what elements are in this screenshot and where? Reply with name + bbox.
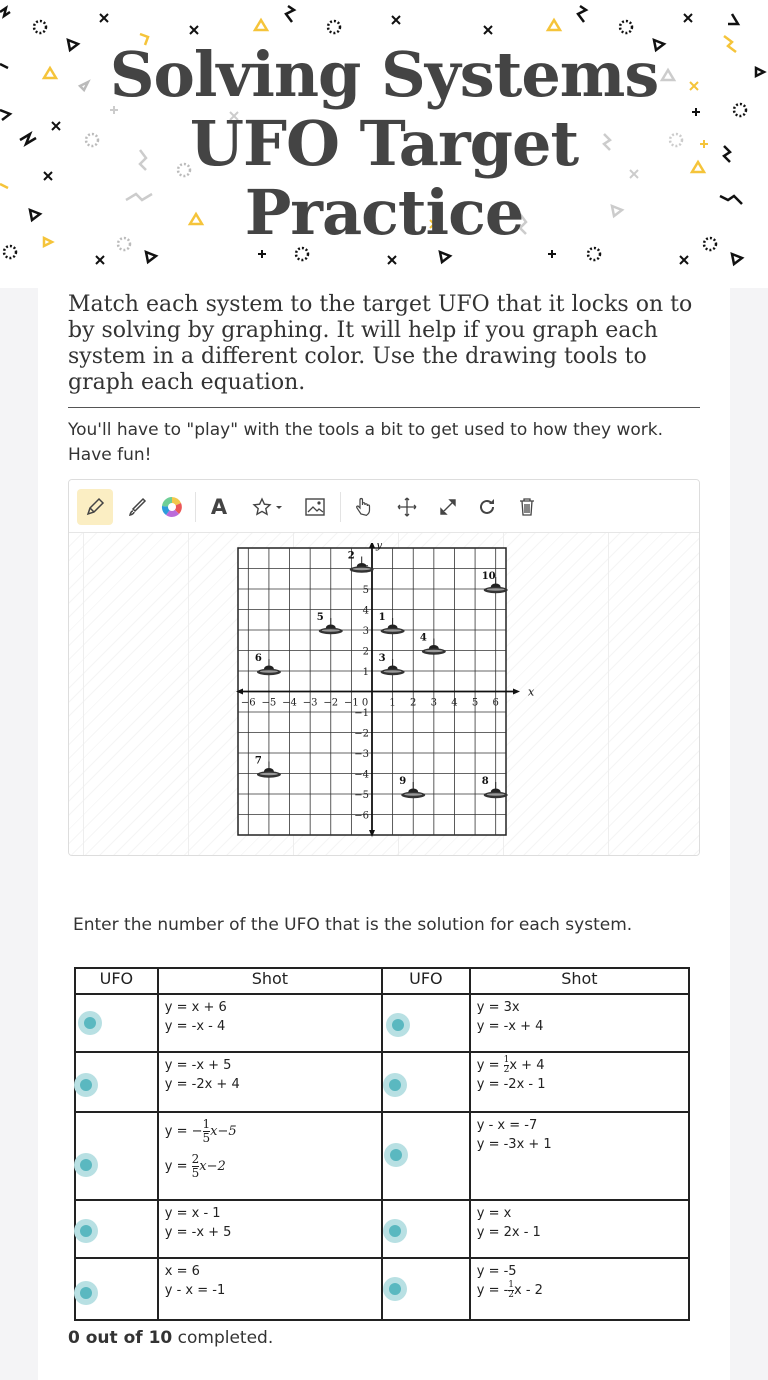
fraction-numerator: 1: [508, 1280, 515, 1290]
x-tick-label: −3: [302, 697, 318, 709]
equation: x = 6: [164, 1264, 200, 1279]
shot-cell: [158, 994, 382, 1052]
toolbar-separator: [340, 492, 341, 522]
x-axis-label: x: [528, 685, 535, 699]
completion-status: [68, 1328, 273, 1348]
ufo-label: 3: [378, 653, 386, 664]
answer-table: [74, 967, 690, 1321]
equation: y = -x + 4: [476, 1019, 544, 1034]
shot-cell: [470, 994, 689, 1052]
answer-cell: [75, 1258, 158, 1320]
ufo-5-rim: [322, 629, 340, 631]
equation-suffix: x + 4: [509, 1058, 545, 1073]
equation: y = -x + 5: [164, 1058, 232, 1073]
equation: [165, 1153, 375, 1180]
fraction-denominator: 5: [191, 1166, 200, 1180]
table-row: [75, 1258, 689, 1320]
shot-cell: [470, 1258, 689, 1320]
equation: y = -x + 5: [164, 1225, 232, 1240]
answer-drop-target[interactable]: [74, 1153, 98, 1177]
table-row: [75, 1052, 689, 1112]
y-tick-label: −1: [354, 708, 369, 719]
x-tick-label: 2: [410, 697, 417, 709]
column-header-ufo: UFO: [382, 968, 470, 994]
ufo-label: 5: [316, 612, 324, 623]
text-icon[interactable]: A: [210, 495, 228, 519]
answer-drop-target[interactable]: [74, 1219, 98, 1243]
shot-cell: [158, 1258, 382, 1320]
divider: [68, 407, 700, 408]
resize-icon[interactable]: [430, 489, 466, 525]
answer-drop-target[interactable]: [384, 1143, 408, 1167]
y-tick-label: 4: [362, 605, 369, 617]
canvas-guide: [608, 533, 609, 855]
drawing-area: [68, 479, 700, 856]
equation: [477, 1281, 682, 1300]
equation: y - x = -1: [164, 1283, 226, 1298]
x-tick-label: −1: [344, 697, 359, 709]
answer-drop-target[interactable]: [78, 1011, 102, 1035]
image-icon[interactable]: [297, 489, 333, 525]
answer-drop-target[interactable]: [383, 1073, 407, 1097]
equation: y = 2x - 1: [476, 1225, 541, 1240]
equation-prefix: y =: [164, 1159, 192, 1174]
fraction-numerator: 1: [503, 1055, 510, 1065]
ufo-label: 9: [399, 776, 407, 787]
x-tick-label: −2: [323, 697, 339, 709]
ufo-1-rim: [384, 629, 402, 631]
x-tick-label: −4: [282, 697, 297, 709]
move-icon[interactable]: [389, 489, 425, 525]
redo-icon[interactable]: [469, 489, 505, 525]
answer-drop-target[interactable]: [386, 1013, 410, 1037]
equation-prefix: y = -: [476, 1283, 509, 1298]
x-tick-label: −6: [240, 697, 256, 709]
equation: y = -5: [476, 1264, 517, 1279]
table-row: [75, 1112, 689, 1200]
shot-cell: [470, 1200, 689, 1258]
x-tick-label: 4: [451, 697, 458, 709]
equation-suffix: x−2: [199, 1159, 226, 1174]
ufo-label: 7: [254, 755, 262, 767]
shot-cell: [158, 1052, 382, 1112]
y-axis-arrow: [369, 543, 375, 548]
color-wheel-icon[interactable]: [154, 489, 190, 525]
y-tick-label: −3: [354, 749, 369, 760]
ufo-3-rim: [384, 670, 402, 672]
fraction-denominator: 2: [503, 1065, 510, 1075]
y-tick-label: −2: [354, 728, 369, 740]
header-banner: [0, 0, 768, 288]
title-line-3: Practice: [244, 176, 524, 249]
ufo-label: 4: [419, 632, 427, 644]
x-tick-label: 6: [492, 697, 499, 709]
equation: [477, 1056, 682, 1075]
x-tick-label: 1: [389, 697, 396, 709]
equation: y = -3x + 1: [476, 1137, 552, 1152]
instructions-text: Match each system to the target UFO that it locks on to by solving by graphing. It will help if you graph each system in a different color. Use the drawing tools to graph each equation.: [68, 292, 693, 395]
y-tick-label: 2: [362, 646, 369, 658]
equation-suffix: x−5: [210, 1124, 237, 1139]
equation-prefix: y =: [476, 1058, 504, 1073]
table-row: [75, 994, 689, 1052]
ufo-7-rim: [260, 773, 278, 775]
pencil-icon[interactable]: [77, 489, 113, 525]
y-tick-label: 3: [362, 626, 369, 637]
ufo-coordinate-graph: [236, 543, 536, 843]
ufo-8-rim: [487, 793, 505, 795]
answer-cell: [382, 1052, 470, 1112]
y-tick-label: 5: [362, 585, 369, 596]
y-tick-label: −5: [354, 790, 369, 801]
title-line-1: Solving Systems: [109, 38, 659, 111]
table-prompt: Enter the number of the UFO that is the solution for each system.: [73, 915, 633, 935]
shot-cell: [158, 1200, 382, 1258]
fraction-denominator: 2: [508, 1290, 515, 1300]
drawing-toolbar: [69, 480, 699, 533]
table-header-row: [75, 968, 689, 994]
equation: y = -2x - 1: [476, 1077, 546, 1092]
answer-drop-target[interactable]: [383, 1219, 407, 1243]
equation: y = x + 6: [164, 1000, 227, 1015]
shot-cell: [470, 1052, 689, 1112]
star-shape-icon[interactable]: [247, 489, 291, 525]
x-axis-arrow: [513, 689, 520, 695]
equation: y = 3x: [476, 1000, 520, 1015]
y-axis-label: y: [376, 543, 383, 551]
answer-cell: [75, 1052, 158, 1112]
hand-icon[interactable]: [346, 489, 382, 525]
ufo-10-rim: [487, 588, 505, 590]
brush-icon[interactable]: [119, 489, 155, 525]
ufo-6-rim: [260, 670, 278, 672]
x-tick-label: 3: [430, 697, 438, 709]
answer-cell: [382, 994, 470, 1052]
equation: y - x = -7: [476, 1118, 538, 1133]
title-line-2: UFO Target: [189, 107, 579, 180]
answer-cell: [75, 1200, 158, 1258]
ufo-label: 8: [481, 776, 489, 787]
answer-cell: [75, 994, 158, 1052]
ufo-label: 6: [254, 653, 262, 664]
answer-drop-target[interactable]: [74, 1281, 98, 1305]
canvas-guide: [188, 533, 189, 855]
column-header-shot: Shot: [470, 968, 689, 994]
shot-cell: [158, 1112, 382, 1200]
y-tick-label: −4: [354, 769, 369, 781]
equation: [165, 1118, 375, 1145]
ufo-label: 10: [481, 571, 496, 582]
equation: y = x - 1: [164, 1206, 221, 1221]
column-header-shot: Shot: [158, 968, 382, 994]
shot-cell: [470, 1112, 689, 1200]
table-row: [75, 1200, 689, 1258]
trash-icon[interactable]: [509, 489, 545, 525]
x-tick-label: −5: [261, 697, 277, 709]
answer-drop-target[interactable]: [74, 1073, 98, 1097]
fraction-numerator: 2: [191, 1152, 200, 1166]
answer-cell: [382, 1258, 470, 1320]
drawing-canvas[interactable]: [69, 533, 699, 855]
ufo-label: 1: [378, 612, 386, 623]
equation: y = -x - 4: [164, 1019, 226, 1034]
page-title: [0, 40, 768, 247]
answer-cell: [382, 1112, 470, 1200]
equation-suffix: x - 2: [514, 1283, 543, 1298]
column-header-ufo: UFO: [75, 968, 158, 994]
ufo-label: 2: [347, 550, 355, 562]
completion-suffix: completed.: [172, 1328, 274, 1348]
answer-drop-target[interactable]: [383, 1277, 407, 1301]
equation: y = -2x + 4: [164, 1077, 240, 1092]
equation-prefix: y = −: [164, 1124, 203, 1139]
fraction-denominator: 5: [202, 1131, 211, 1145]
answer-cell: [382, 1200, 470, 1258]
ufo-4-rim: [425, 650, 443, 652]
equation: y = x: [476, 1206, 512, 1221]
ufo-2-rim: [353, 568, 371, 570]
x-tick-label: 0: [361, 697, 369, 709]
note-text: You'll have to "play" with the tools a bit to get used to how they work. Have fun!: [68, 420, 664, 465]
y-tick-label: −6: [354, 810, 369, 822]
x-tick-label: 5: [471, 697, 479, 709]
ufo-9-rim: [404, 793, 422, 795]
toolbar-separator: [195, 492, 196, 522]
y-tick-label: 1: [362, 667, 369, 678]
completion-count: 0 out of 10: [68, 1328, 173, 1348]
canvas-guide: [83, 533, 84, 855]
answer-cell: [75, 1112, 158, 1200]
fraction-numerator: 1: [202, 1117, 211, 1131]
